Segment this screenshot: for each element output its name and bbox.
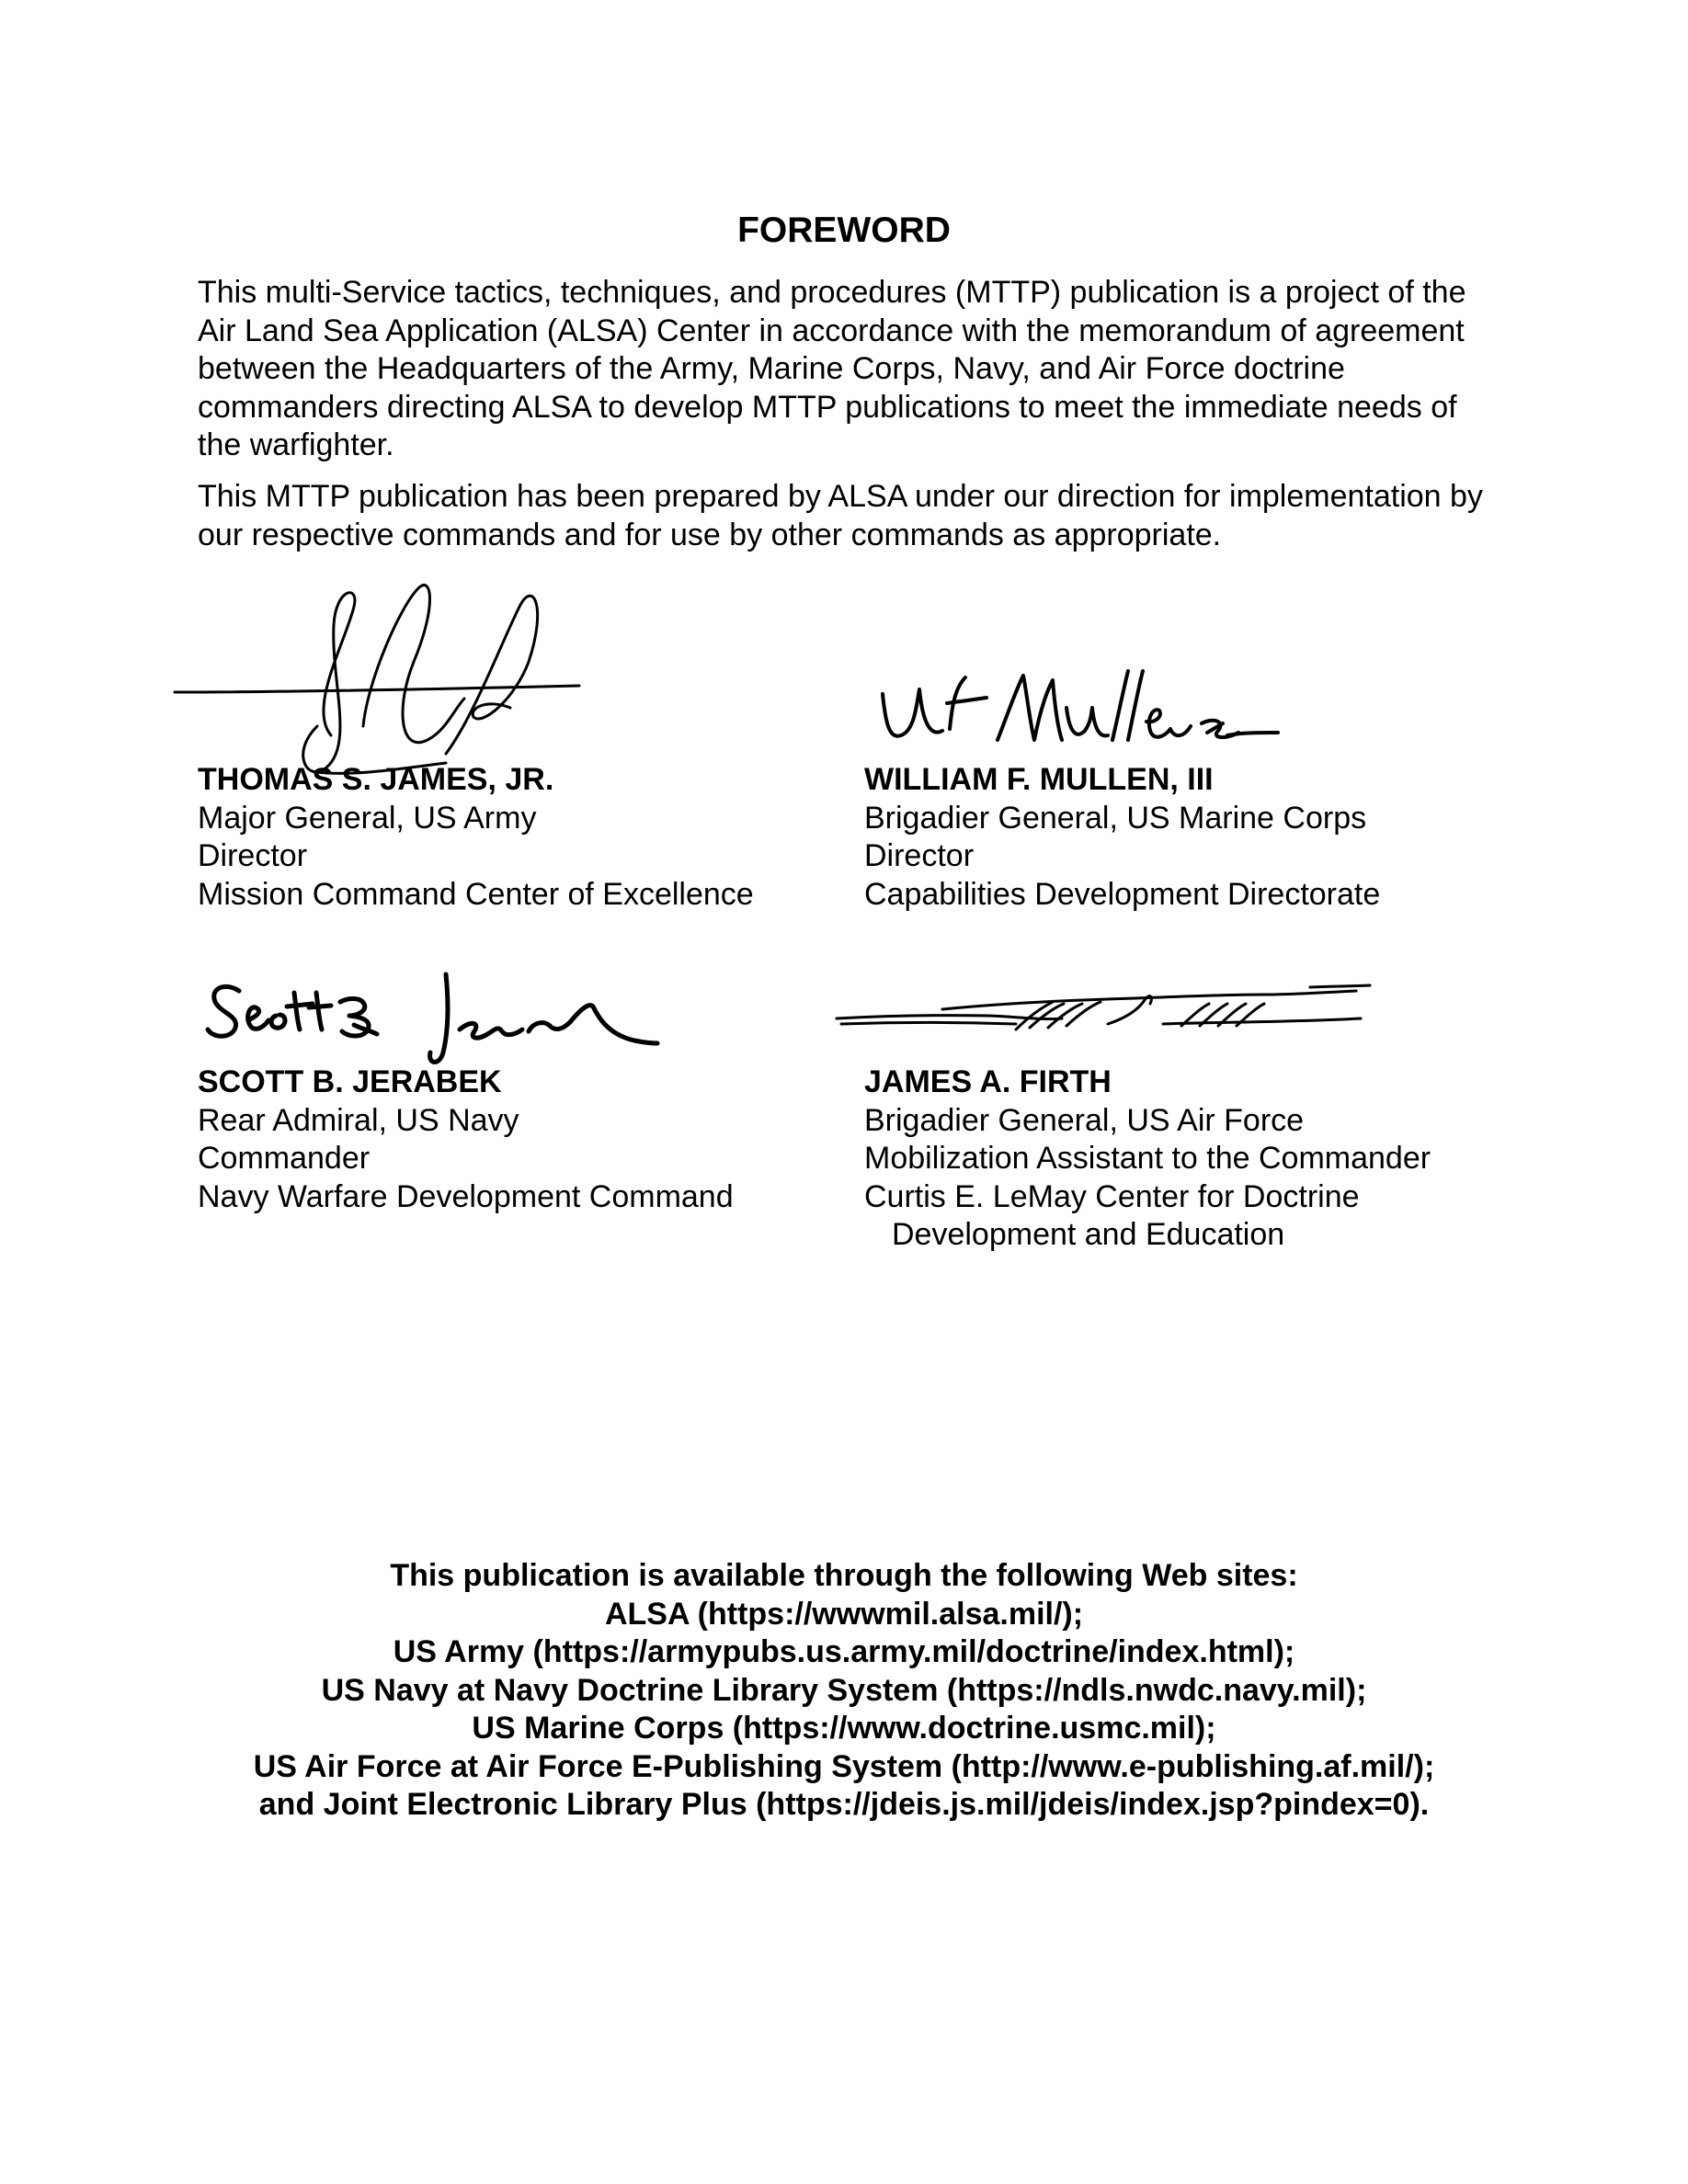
signatory-block [198, 761, 896, 914]
signatory-position: Commander [198, 1141, 371, 1176]
signatory-position: Director [198, 838, 308, 873]
signatory-organization: Capabilities Development Directorate [864, 876, 1381, 912]
signatory-organization: Mission Command Center of Excellence [198, 876, 754, 912]
signatory-name: WILLIAM F. MULLEN, III [864, 762, 1214, 797]
signatory-organization: Navy Warfare Development Command [198, 1178, 734, 1214]
signature-thomas-james [170, 570, 593, 791]
signature-james-firth [832, 984, 1374, 1048]
availability-link-joint: and Joint Electronic Library Plus (https://jdeis.js.mil/jdeis/index.jsp?pindex=0). [258, 1787, 1430, 1822]
availability-heading: This publication is available through the following Web sites: [390, 1558, 1298, 1593]
signatory-block [198, 1064, 896, 1216]
signatory-rank: Brigadier General, US Marine Corps [864, 800, 1367, 836]
signature-william-mullen [878, 666, 1283, 758]
signatory-organization-continued: Development and Education [892, 1217, 1285, 1252]
signatory-block [864, 1064, 1563, 1255]
signatory-name: JAMES A. FIRTH [864, 1064, 1112, 1099]
signatory-organization: Curtis E. LeMay Center for Doctrine [864, 1178, 1360, 1214]
availability-link-alsa: ALSA (https://wwwmil.alsa.mil/); [604, 1596, 1084, 1632]
availability-notice [0, 1557, 1688, 1825]
page-title: FOREWORD [737, 210, 951, 250]
foreword-paragraph-2: This MTTP publication has been prepared by ALSA under our direction for implementation by our respective commands and for use by other commands as appropriate. [198, 479, 1483, 552]
signatory-name: THOMAS S. JAMES, JR. [198, 762, 554, 797]
foreword-paragraph-1: This multi-Service tactics, techniques, and procedures (MTTP) publication is a project of the Air Land Sea Application (ALSA) Center in accordance with the memorandum of agreement between the Headquarters of the Army, Marine Corps, Navy, and Air Force doctrine commanders directing ALSA to develop MTTP publications to meet the immediate needs of the warfighter. [198, 275, 1466, 462]
signatory-rank: Brigadier General, US Air Force [864, 1102, 1305, 1138]
availability-link-marine-corps: US Marine Corps (https://www.doctrine.usmc.mil); [472, 1711, 1216, 1746]
signatory-position: Director [864, 838, 975, 873]
availability-link-air-force: US Air Force at Air Force E-Publishing System (http://www.e-publishing.af.mil/); [253, 1748, 1435, 1784]
signatory-block [864, 761, 1563, 914]
availability-link-navy: US Navy at Navy Doctrine Library System (https://ndls.nwdc.navy.mil); [321, 1672, 1367, 1708]
signature-scott-jerabek [202, 965, 662, 1075]
signatory-rank: Rear Admiral, US Navy [198, 1102, 519, 1138]
signatory-rank: Major General, US Army [198, 800, 537, 836]
signatory-name: SCOTT B. JERABEK [198, 1064, 502, 1099]
availability-link-army: US Army (https://armypubs.us.army.mil/doctrine/index.html); [393, 1634, 1295, 1669]
signatory-position: Mobilization Assistant to the Commander [864, 1141, 1431, 1176]
